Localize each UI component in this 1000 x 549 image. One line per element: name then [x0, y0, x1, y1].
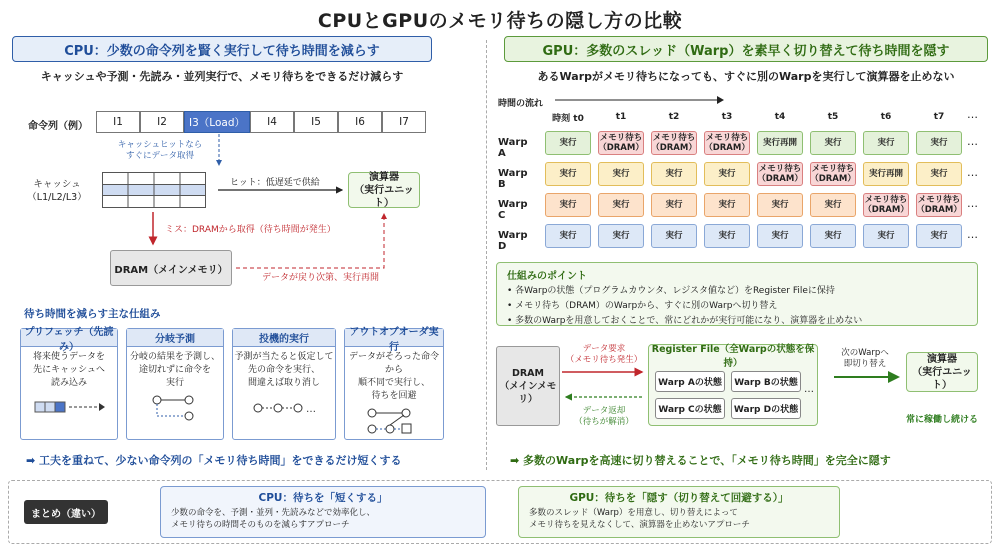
- mech-desc-branch: 分岐の結果を予測し、 途切れずに命令を 実行: [129, 352, 220, 388]
- warp-cell-run: 実行: [916, 131, 962, 155]
- divider: [486, 40, 487, 470]
- mech-title-speculative: 投機的実行: [233, 329, 335, 347]
- warp-cell-run: 実行: [810, 224, 856, 248]
- instr-cell: I2: [140, 111, 184, 133]
- warp-cell-wait: メモリ待ち （DRAM）: [651, 133, 697, 153]
- warp-cell-wait: メモリ待ち （DRAM）: [757, 164, 803, 184]
- row-ellipsis: …: [967, 135, 978, 148]
- cache-hit-note: キャッシュヒットなら すぐにデータ取得: [117, 140, 203, 161]
- cpu-dram: DRAM（メインメモリ）: [110, 250, 232, 286]
- cpu-arrows: [0, 0, 500, 300]
- summary-panel: [8, 480, 992, 544]
- warp-cell-run: 実行: [651, 224, 697, 248]
- warp-cell-run: 実行: [704, 224, 750, 248]
- warp-cell-run: 実行: [651, 162, 697, 186]
- cpu-header: CPU：少数の命令列を賢く実行して待ち時間を減らす: [12, 36, 432, 62]
- warp-cell-wait: メモリ待ち （DRAM）: [704, 133, 750, 153]
- warp-cell-wait: メモリ待ち （DRAM）: [863, 195, 909, 215]
- warp-cell-wait: メモリ待ち （DRAM）: [810, 164, 856, 184]
- time-label: t2: [668, 112, 680, 122]
- regfile-ellipsis: …: [804, 384, 814, 395]
- mech-title-branch: 分岐予測: [127, 329, 223, 347]
- warp-cell-run: 実行: [545, 162, 591, 186]
- req-label: データ要求 （メモリ待ち発生）: [565, 344, 643, 365]
- warp-cell-run: 実行: [757, 193, 803, 217]
- summary-cpu-desc: 少数の命令を、予測・並列・先読みなどで効率化し、 メモリ待ちの時間そのものを減らすアプローチ: [171, 508, 376, 530]
- gpu-subtitle: あるWarpがメモリ待ちになっても、すぐに別のWarpを実行して演算器を止めない: [537, 70, 955, 83]
- mech-branch-prediction: [126, 328, 224, 440]
- mech-title-prefetch: プリフェッチ（先読み）: [21, 329, 117, 347]
- time-arrow: [555, 94, 725, 106]
- warp-cell-run: 実行: [545, 224, 591, 248]
- warp-cell-run: 実行: [598, 162, 644, 186]
- point-item: • 多数のWarpを用意しておくことで、常にどれかが実行可能になり、演算器を止めない: [507, 316, 863, 326]
- row-ellipsis: …: [967, 228, 978, 241]
- instr-cell: I7: [382, 111, 426, 133]
- alu-note: 常に稼働し続ける: [905, 415, 978, 425]
- time-label: 時刻 t0: [552, 113, 584, 124]
- warp-state-d: Warp Dの状態: [731, 398, 801, 419]
- warp-cell-run: 実行: [651, 193, 697, 217]
- miss-label: ミス：DRAMから取得（待ち時間が発生）: [165, 225, 336, 235]
- gpu-alu: 演算器 （実行ユニット）: [906, 352, 978, 392]
- branch-icon: [127, 392, 223, 422]
- time-label: t1: [615, 112, 627, 122]
- warp-cell-run: 実行再開: [863, 162, 909, 186]
- time-label: t7: [933, 112, 945, 122]
- time-flow-label: 時間の流れ: [498, 99, 544, 109]
- instr-cell: I5: [294, 111, 338, 133]
- summary-cpu-title: CPU：待ちを「短くする」: [258, 492, 388, 504]
- mech-desc-prefetch: 将来使うデータを 先にキャッシュへ 読み込み: [32, 352, 105, 388]
- time-label: t5: [827, 112, 839, 122]
- gpu-header: GPU：多数のスレッド（Warp）を素早く切り替えて待ち時間を隠す: [504, 36, 988, 62]
- cpu-alu: 演算器 （実行ユニット）: [348, 172, 420, 208]
- warp-cell-run: 実行: [545, 131, 591, 155]
- points-box: [496, 262, 978, 326]
- return-label: データが戻り次第、実行再開: [262, 273, 380, 283]
- row-ellipsis: …: [967, 166, 978, 179]
- warp-row-label: Warp C: [498, 199, 528, 221]
- arrow-right-icon: ➡: [26, 454, 40, 467]
- ret-label: データ返却 （待ちが解消）: [574, 406, 634, 427]
- summary-cpu: [160, 486, 486, 538]
- instr-cell: I4: [250, 111, 294, 133]
- warp-state-a: Warp Aの状態: [655, 371, 725, 392]
- page-title: CPUとGPUのメモリ待ちの隠し方の比較: [317, 10, 683, 32]
- time-ellipsis: …: [967, 108, 978, 121]
- summary-gpu: [518, 486, 840, 538]
- instr-label: 命令列（例）: [28, 121, 88, 132]
- warp-cell-run: 実行: [704, 162, 750, 186]
- mech-out-of-order: [344, 328, 444, 440]
- warp-cell-run: 実行: [757, 224, 803, 248]
- mech-speculative: [232, 328, 336, 440]
- warp-cell-run: 実行: [810, 193, 856, 217]
- warp-cell-wait: メモリ待ち （DRAM）: [916, 195, 962, 215]
- instr-cell: I1: [96, 111, 140, 133]
- warp-cell-run: 実行: [863, 224, 909, 248]
- time-label: t6: [880, 112, 892, 122]
- time-label: t3: [721, 112, 733, 122]
- out-of-order-icon: [346, 405, 442, 435]
- warp-state-c: Warp Cの状態: [655, 398, 725, 419]
- gpu-dram: DRAM （メインメモリ）: [496, 346, 560, 426]
- row-ellipsis: …: [967, 197, 978, 210]
- warp-cell-run: 実行: [916, 162, 962, 186]
- summary-gpu-desc: 多数のスレッド（Warp）を用意し、切り替えによって メモリ待ちを見えなくして、演算器を止めないアプローチ: [529, 508, 750, 530]
- instr-cell-load: I3（Load）: [184, 111, 250, 133]
- cpu-subtitle: キャッシュや予測・先読み・並列実行で、メモリ待ちをできるだけ減らす: [40, 70, 404, 83]
- warp-row-label: Warp B: [498, 168, 528, 190]
- warp-cell-run: 実行: [916, 224, 962, 248]
- mech-title-ooo: アウトオブオーダ実行: [345, 329, 443, 347]
- points-title: 仕組みのポイント: [507, 271, 587, 282]
- prefetch-icon: [21, 398, 117, 418]
- summary-label: まとめ（違い）: [24, 500, 108, 524]
- arrow-right-icon: ➡: [510, 454, 524, 467]
- warp-cell-wait: メモリ待ち （DRAM）: [598, 133, 644, 153]
- regfile-label: Register File（全Warpの状態を保持）: [651, 344, 815, 369]
- mech-title: 待ち時間を減らす主な仕組み: [24, 308, 161, 320]
- time-label: t4: [774, 112, 786, 122]
- gpu-conclusion: ➡ 多数のWarpを高速に切り替えることで、「メモリ待ち時間」を完全に隠す: [510, 454, 891, 467]
- cpu-conclusion: ➡ 工夫を重ねて、少ない命令列の「メモリ待ち時間」をできるだけ短くする: [26, 454, 402, 467]
- warp-cell-run: 実行: [704, 193, 750, 217]
- switch-label: 次のWarpへ 即切り替え: [841, 348, 889, 369]
- warp-cell-run: 実行: [598, 193, 644, 217]
- hit-label: ヒット：低遅延で供給: [230, 178, 320, 188]
- warp-cell-run: 実行: [863, 131, 909, 155]
- instr-cell: I6: [338, 111, 382, 133]
- svg-text:…: …: [306, 404, 316, 415]
- point-item: • 各Warpの状態（プログラムカウンタ、レジスタ値など）をRegister Fileに保持: [507, 286, 835, 296]
- warp-state-b: Warp Bの状態: [731, 371, 801, 392]
- warp-cell-run: 実行: [810, 131, 856, 155]
- mech-desc-ooo: データがそろった命令から 順不同で実行し、 待ちを回避: [348, 352, 439, 401]
- point-item: • メモリ待ち（DRAM）のWarpから、すぐに別のWarpへ切り替え: [507, 301, 778, 311]
- register-file: [648, 344, 818, 426]
- mech-prefetch: [20, 328, 118, 440]
- mech-desc-speculative: 予測が当たると仮定して 先の命令を実行、 間違えば取り消し: [234, 352, 334, 388]
- warp-cell-run: 実行: [598, 224, 644, 248]
- cache-label: キャッシュ （L1/L2/L3）: [27, 179, 87, 203]
- summary-gpu-title: GPU：待ちを「隠す（切り替えて回避する）」: [569, 492, 789, 504]
- warp-row-label: Warp A: [498, 137, 528, 159]
- warp-cell-run: 実行再開: [757, 131, 803, 155]
- warp-cell-run: 実行: [545, 193, 591, 217]
- speculative-icon: [234, 398, 334, 418]
- warp-row-label: Warp D: [498, 230, 528, 252]
